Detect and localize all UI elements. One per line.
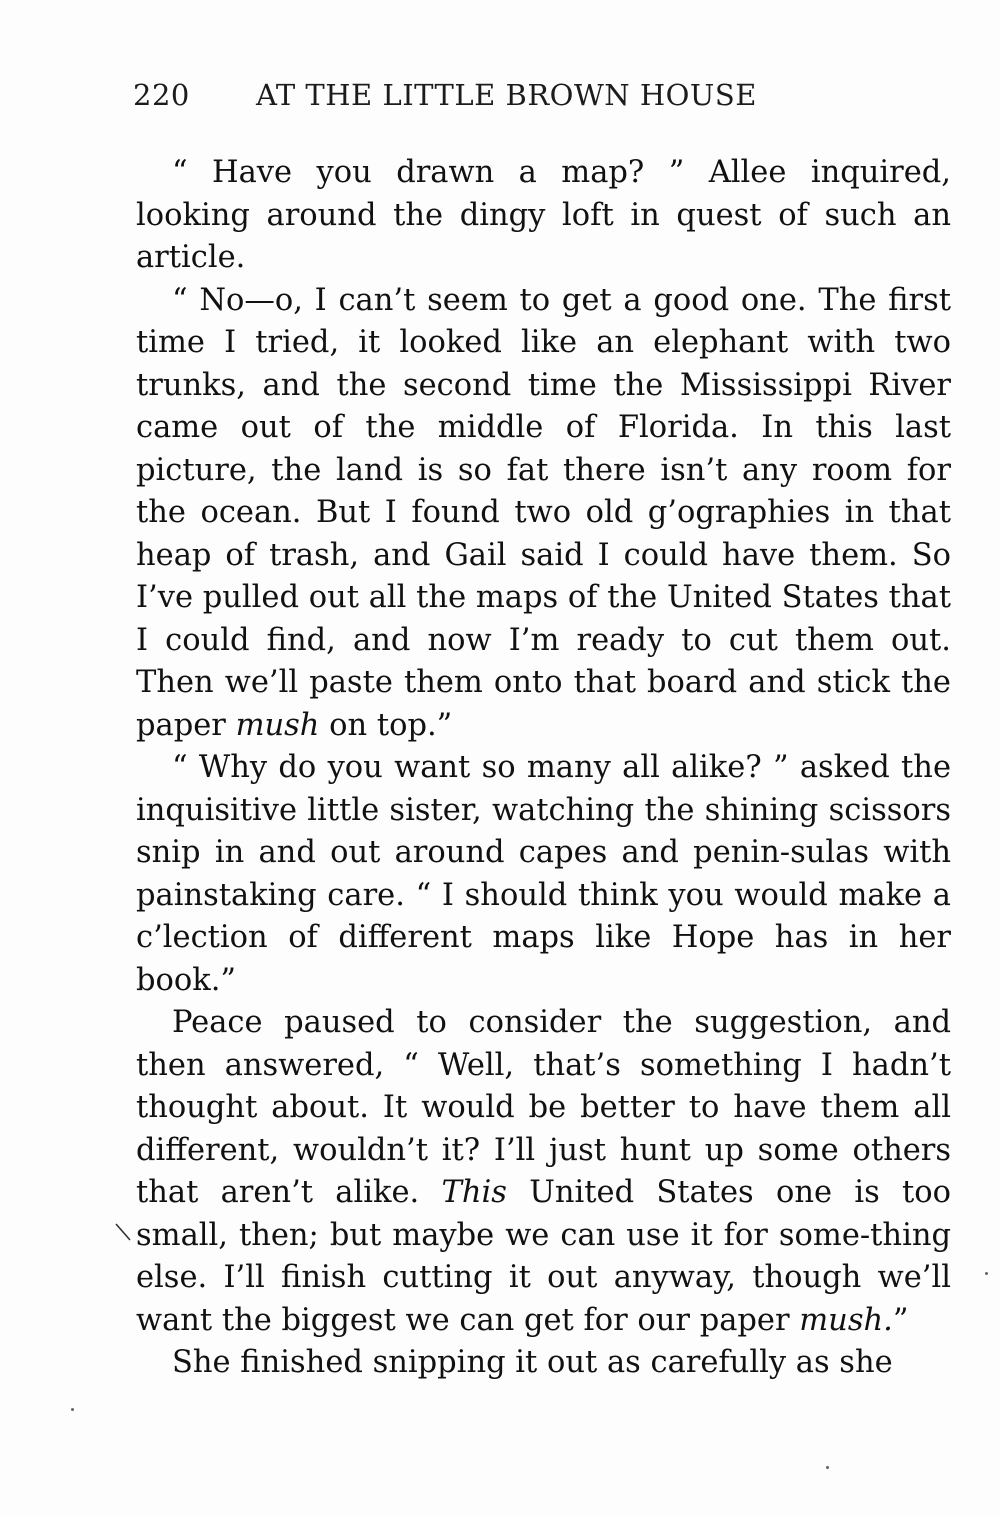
paper-speck (826, 1466, 829, 1469)
paragraph-text: “ No—o, I can’t seem to get a good one. The first time I tried, it looked like an elephant with two trunks, and the second time the Mississippi River came out of the middle of Florida. In this last picture, the land is so fat there isn’t any room for the ocean. But I found two old g’ographies in that heap of trash, and Gail said I could have them. So I’ve pulled out all the maps of the United States that I could find, and now I’m ready to cut them out. Then we’ll paste them onto that board and stick the paper (136, 282, 951, 743)
running-title: AT THE LITTLE BROWN HOUSE (256, 78, 757, 112)
italic-word: mush. (799, 1302, 893, 1338)
paragraph-allee-question (136, 152, 951, 280)
paragraph-peace-considers (136, 1002, 951, 1342)
paragraph-text: United States one is too small, then; but maybe we can use it for some-thing else. I’ll finish cutting it out anyway, though we’ll want the biggest we can get for our paper (136, 1175, 951, 1338)
italic-word: mush (235, 707, 320, 743)
paragraph-peace-map-reply (136, 280, 951, 748)
paper-speck (71, 1408, 74, 1411)
italic-word: This (441, 1175, 507, 1210)
paragraph-text: on top.” (319, 707, 453, 743)
paragraph-text: “ Why do you want so many all alike? ” asked the inquisitive little sister, watching the shining scissors snip in and out around capes and penin-sulas with painstaking care. “ I should think you would make a c’lection of different maps like Hope has in her book.” (136, 750, 951, 998)
paper-speck (985, 1272, 988, 1275)
paragraph-sister-question (136, 747, 951, 1002)
paragraph-text: She finished snipping it out as carefully as she (172, 1345, 893, 1380)
paragraph-text: Peace paused to consider the suggestion, and then answered, “ Well, that’s something I hadn’t thought about. It would be better to have them all different, wouldn’t it? I’ll just hunt up some others that aren’t alike. (136, 1005, 951, 1210)
paragraph-text: ” (892, 1302, 909, 1338)
paragraph-finished-snipping (136, 1342, 951, 1385)
page-header (133, 78, 833, 128)
stray-pencil-mark (114, 1222, 134, 1244)
body-text (136, 152, 951, 1385)
paragraph-text: “ Have you drawn a map? ” Allee inquired, looking around the dingy loft in quest of such an article. (136, 155, 951, 275)
page-number: 220 (133, 78, 190, 112)
